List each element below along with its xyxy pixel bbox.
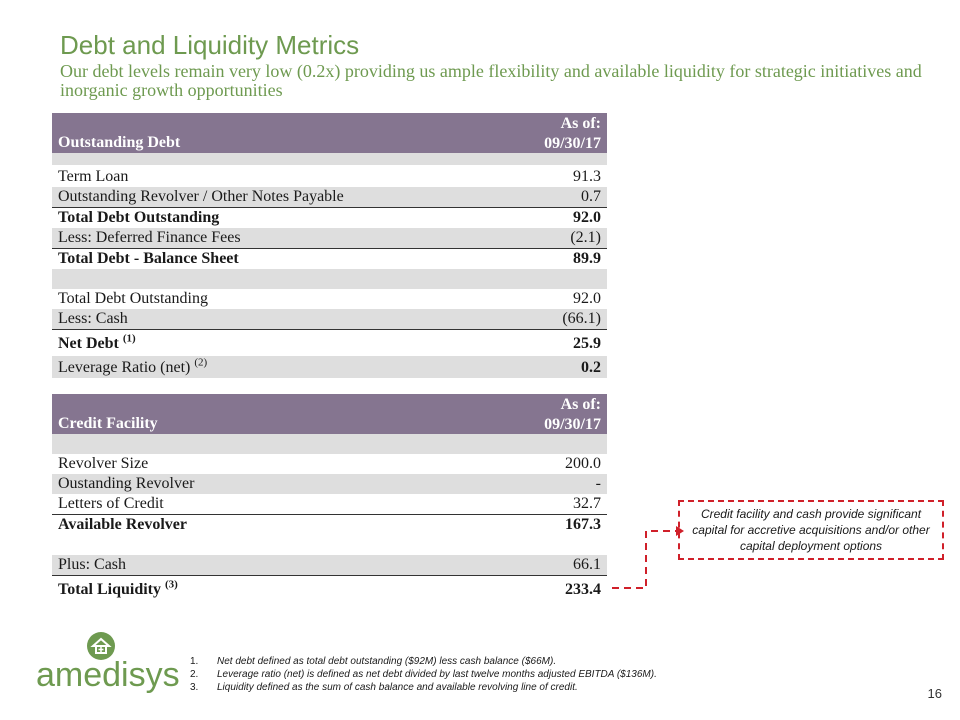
table-row: Less: Cash (66.1)	[52, 309, 607, 329]
company-logo: amedisys	[36, 656, 180, 694]
credit-facility-table	[52, 394, 607, 602]
page-title: Debt and Liquidity Metrics	[60, 30, 360, 60]
table-row: Oustanding Revolver -	[52, 474, 607, 494]
table-row: Outstanding Revolver / Other Notes Payable 0.7	[52, 187, 607, 207]
footnote: 2. Leverage ratio (net) is defined as net debt divided by last twelve months adjusted EBITDA ($136M).	[190, 669, 657, 680]
callout-box: Credit facility and cash provide significant capital for accretive acquisitions and/or other capital deployment options	[678, 500, 944, 560]
table-row: Term Loan 91.3	[58, 168, 601, 185]
table-row: Letters of Credit 32.7	[58, 495, 601, 512]
footnotes	[188, 655, 748, 694]
header-label: Credit Facility	[58, 415, 158, 432]
table-row: Leverage Ratio (net) $^{(2)}$ 0.2	[52, 356, 607, 378]
table-header	[52, 394, 607, 434]
table-row: Total Liquidity $^{(3)}$ 233.4	[52, 575, 607, 602]
footnote: 3. Liquidity defined as the sum of cash balance and available revolving line of credit.	[190, 682, 578, 693]
table-row: Less: Deferred Finance Fees (2.1)	[52, 228, 607, 248]
table-row: Available Revolver 167.3	[52, 514, 607, 535]
footnote: 1. Net debt defined as total debt outstanding ($92M) less cash balance ($66M).	[190, 656, 557, 667]
table-row: Revolver Size 200.0	[58, 455, 601, 472]
table-row: Plus: Cash 66.1	[52, 555, 607, 575]
spacer-row	[52, 153, 607, 165]
outstanding-debt-table	[52, 113, 607, 378]
spacer-row	[52, 269, 607, 289]
page-number: 16	[927, 686, 942, 701]
table-row: Total Debt Outstanding 92.0	[52, 207, 607, 228]
spacer-row	[52, 535, 607, 555]
table-header	[52, 113, 607, 153]
spacer-row	[52, 434, 607, 454]
page-subtitle: Our debt levels remain very low (0.2x) providing us ample flexibility and available liquidity for strategic initiatives and inorganic growth opportunities	[60, 61, 922, 100]
table-row: Total Debt - Balance Sheet 89.9	[52, 248, 607, 269]
header-date: As of: 09/30/17	[544, 115, 601, 152]
table-row: Total Debt Outstanding 92.0	[58, 290, 601, 307]
header-date: As of: 09/30/17	[544, 396, 601, 433]
table-row: Net Debt $^{(1)}$ 25.9	[52, 329, 607, 356]
header-label: Outstanding Debt	[58, 134, 181, 151]
